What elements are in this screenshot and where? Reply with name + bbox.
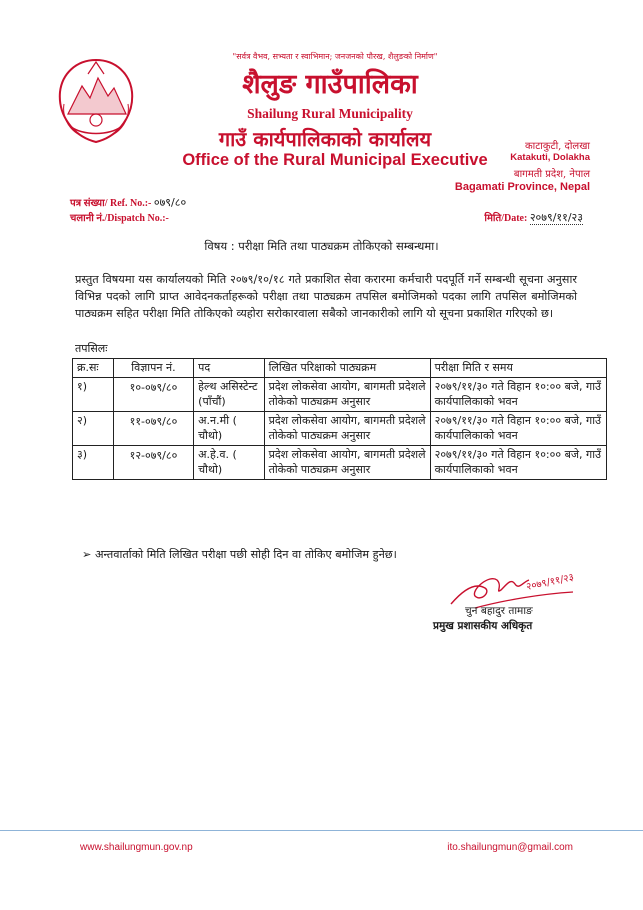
subject-line: विषय : परीक्षा मिति तथा पाठ्यक्रम तोकिएको सम्बन्धमा। (204, 239, 439, 253)
reference-value: ०७९/८० (153, 196, 187, 209)
interview-note-text: अन्तवार्ताको मिति लिखित परीक्षा पछी सोही दिन वा तोकिए बमोजिम हुनेछ। (94, 548, 397, 561)
table-row (73, 445, 607, 479)
municipality-emblem-icon (48, 56, 144, 146)
cell-post: अ.न.मी ( चौथो) (194, 411, 264, 445)
address-english: Katakuti, Dolakha (510, 152, 590, 163)
address-nepali: काटाकुटी, दोलखा (524, 141, 590, 152)
cell-schedule: २०७९/११/३० गते विहान १०:०० बजे, गाउँ कार्यपालिकाको भवन (430, 411, 606, 445)
cell-schedule: २०७९/११/३० गते विहान १०:०० बजे, गाउँ कार्यपालिकाको भवन (430, 445, 606, 479)
column-header-ad-no: विज्ञापन नं. (113, 359, 193, 378)
date-label: मिति/Date: (484, 213, 528, 224)
column-header-schedule: परीक्षा मिति र समय (430, 359, 606, 378)
cell-syllabus: प्रदेश लोकसेवा आयोग, बागमती प्रदेशले तोकेको पाठ्यक्रम अनुसार (264, 411, 430, 445)
municipality-name-nepali: शैलुङ गाउँपालिका (242, 69, 418, 100)
cell-schedule: २०७९/११/३० गते विहान १०:०० बजे, गाउँ कार्यपालिकाको भवन (430, 377, 606, 411)
cell-syllabus: प्रदेश लोकसेवा आयोग, बागमती प्रदेशले तोकेको पाठ्यक्रम अनुसार (264, 445, 430, 479)
arrow-bullet-icon: ➢ (82, 548, 92, 561)
reference-label: पत्र संख्या/ Ref. No.:- (70, 198, 152, 209)
interview-note (82, 547, 397, 562)
province-nepali: बागमती प्रदेश, नेपाल (513, 169, 590, 180)
cell-post: हेल्थ असिस्टेन्ट (पाँचौं) (194, 377, 264, 411)
table-header-row (73, 359, 607, 378)
cell-ad-no: ११-०७९/८० (113, 411, 193, 445)
date-value: २०७९/११/२३ (529, 211, 583, 224)
column-header-post: पद (194, 359, 264, 378)
office-name-english: Office of the Rural Municipal Executive (182, 151, 488, 169)
province-english: Bagamati Province, Nepal (454, 181, 590, 193)
footer-email-link[interactable]: ito.shailungmun@gmail.com (447, 842, 573, 853)
cell-syllabus: प्रदेश लोकसेवा आयोग, बागमती प्रदेशले तोकेको पाठ्यक्रम अनुसार (264, 377, 430, 411)
footer-website-link[interactable]: www.shailungmun.gov.np (80, 842, 193, 853)
dispatch-number (70, 210, 169, 224)
svg-text:२०७९/११/२३: २०७९/११/२३ (525, 572, 575, 593)
signatory-title: प्रमुख प्रशासकीय अधिकृत (433, 620, 533, 632)
dispatch-label: चलानी नं./Dispatch No.:- (70, 213, 169, 224)
cell-sn: ३) (73, 445, 114, 479)
details-label: तपसिलः (75, 342, 108, 355)
cell-ad-no: १२-०७९/८० (113, 445, 193, 479)
slogan: "सर्वत्र वैभव, सभ्यता र स्वाभिमान; जनजनको पौरख, शैलुङको निर्माण" (232, 52, 438, 61)
reference-number (70, 195, 186, 210)
office-name-nepali: गाउँ कार्यपालिकाको कार्यालय (218, 127, 432, 151)
municipality-name-english: Shailung Rural Municipality (247, 106, 413, 121)
table-row (73, 377, 607, 411)
cell-ad-no: १०-०७९/८० (113, 377, 193, 411)
exam-schedule-table (72, 358, 607, 480)
cell-sn: १) (73, 377, 114, 411)
notice-body: प्रस्तुत विषयमा यस कार्यालयको मिति २०७९/१०/१८ गते प्रकाशित सेवा करारमा कर्मचारी पदपूर्ति गर्ने सम्बन्धी सूचना अनुसार विभिन्न पदको लागि प्राप्त आवेदनकर्ताहरूको परीक्षा तथा पाठ्यक्रम तपसिल बमोजिमको पदका लागि तपसिल बमोजिमको पाठ्यक्रम सहित परीक्षा मिति तोकिएको व्यहोरा सरोकारवाला सबैको जानकारीको लागि यो सूचना प्रकाशित गरिएको छ। (75, 273, 577, 321)
cell-sn: २) (73, 411, 114, 445)
column-header-sn: क्र.सः (73, 359, 114, 378)
footer-divider (0, 830, 643, 831)
signatory-name: चुन बहादुर तामाङ (465, 605, 533, 617)
letter-date (484, 210, 583, 225)
column-header-syllabus: लिखित परिक्षाको पाठ्यक्रम (264, 359, 430, 378)
cell-post: अ.हे.व. ( चौथो) (194, 445, 264, 479)
table-row (73, 411, 607, 445)
